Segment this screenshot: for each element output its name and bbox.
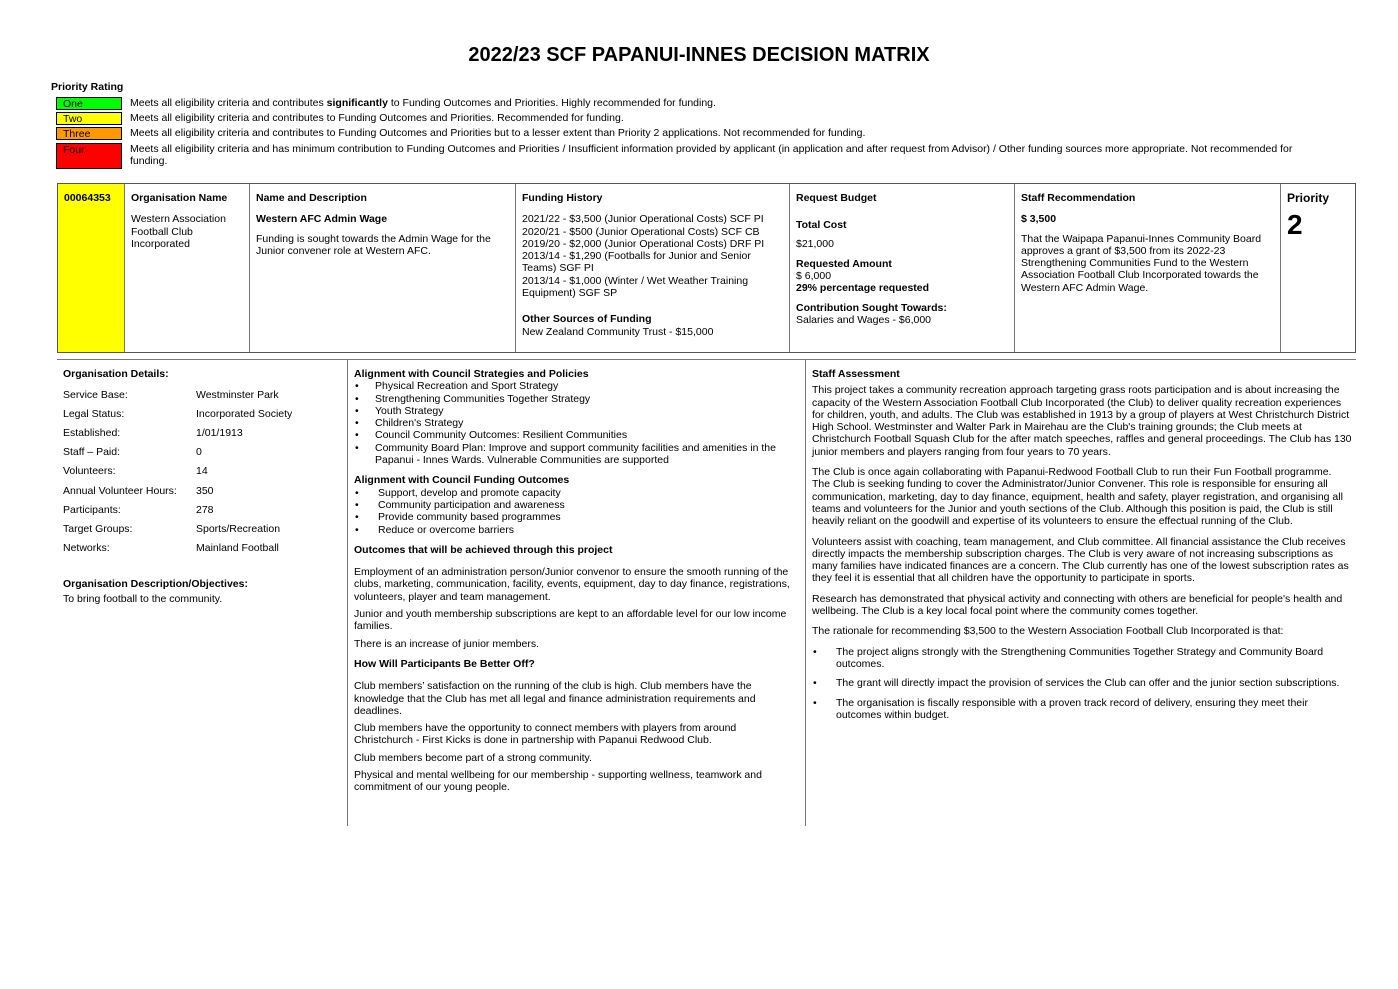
application-id: 00064353	[58, 184, 125, 352]
requested-amount: $ 6,000	[796, 270, 832, 283]
better-off-paragraph: Club members have the opportunity to connect members with players from around Christchurch - First Kicks is done in partnership with Papanui Redwood Club.	[354, 722, 737, 747]
better-off-paragraph: Club members become part of a strong community.	[354, 751, 592, 764]
funding-history-cell	[516, 184, 790, 352]
strategy-item: • Council Community Outcomes: Resilient Communities	[354, 429, 796, 441]
rationale-item: • The organisation is fiscally responsible with a proven track record of delivery, ensuring they meet their outcomes within budget.	[812, 697, 1352, 722]
priority-value: 2	[1287, 209, 1303, 241]
funding-outcomes-heading: Alignment with Council Funding Outcomes	[354, 474, 570, 487]
priority-rating-heading: Priority Rating	[51, 81, 124, 93]
funding-history-2: 2019/20 - $2,000 (Junior Operational Costs) DRF PI	[522, 237, 765, 250]
better-off-paragraph: Physical and mental wellbeing for our membership - supporting wellness, teamwork and commitment of our young people.	[354, 769, 762, 794]
application-table	[57, 183, 1356, 353]
priority-swatch-two: Two	[56, 112, 122, 125]
org-details-heading: Organisation Details:	[63, 368, 169, 380]
priority-level-one	[56, 97, 1326, 111]
priority-header: Priority	[1287, 191, 1330, 205]
priority-level-four	[56, 143, 1326, 169]
priority-desc-one: Meets all eligibility criteria and contributes significantly to Funding Outcomes and Priorities. Highly recommended for funding.	[130, 97, 716, 109]
priority-desc-two: Meets all eligibility criteria and contributes to Funding Outcomes and Priorities. Recommended for funding.	[130, 112, 624, 124]
org-detail-value: Mainland Football	[196, 541, 279, 554]
contribution-label: Contribution Sought Towards:	[796, 301, 947, 314]
alignment-column	[354, 368, 796, 794]
project-name: Western AFC Admin Wage	[256, 213, 388, 226]
strategies-list	[354, 380, 796, 466]
funding-history-1: 2020/21 - $500 (Junior Operational Costs) SCF CB	[522, 225, 760, 238]
staff-recommendation-cell	[1015, 184, 1281, 352]
description-cell	[250, 184, 516, 352]
total-cost-label: Total Cost	[796, 219, 847, 232]
rationale-item: • The grant will directly impact the provision of services the Club can offer and the junior section subscriptions.	[812, 677, 1352, 689]
org-name-header: Organisation Name	[131, 192, 228, 204]
org-detail-value: 1/01/1913	[196, 427, 243, 440]
strategy-item: • Children's Strategy	[354, 417, 796, 429]
priority-desc-four: Meets all eligibility criteria and has minimum contribution to Funding Outcomes and Priorities / Insufficient information provided by applicant (in application and after request from Advisor) / Other funding sources more appropriate. Not recommended for funding.	[130, 143, 1293, 168]
column-divider-left	[347, 360, 348, 826]
requested-amount-label: Requested Amount	[796, 257, 892, 270]
funding-outcome-item: • Provide community based programmes	[354, 511, 796, 523]
org-detail-label: Legal Status:	[63, 408, 125, 421]
org-detail-value: 278	[196, 503, 214, 516]
priority-level-two	[56, 112, 1326, 126]
priority-level-three	[56, 127, 1326, 141]
priority-swatch-one: One	[56, 97, 122, 110]
strategy-item: • Youth Strategy	[354, 405, 796, 417]
outcome-paragraph: There is an increase of junior members.	[354, 637, 539, 650]
staff-recommendation-text: That the Waipapa Papanui-Innes Community Board approves a grant of $3,500 from its 2022-23 Strengthening Communities Fund to the Western Association Football Club Incorporated towards the Western AFC Admin Wage.	[1021, 232, 1262, 294]
org-detail-label: Networks:	[63, 541, 110, 554]
org-detail-label: Service Base:	[63, 389, 128, 401]
staff-assessment-heading: Staff Assessment	[812, 368, 900, 380]
outcomes-heading: Outcomes that will be achieved through this project	[354, 543, 613, 556]
priority-cell	[1281, 184, 1355, 352]
org-detail-value: Westminster Park	[196, 389, 279, 401]
column-divider-right	[805, 360, 806, 826]
org-description-heading: Organisation Description/Objectives:	[63, 578, 248, 590]
funding-outcome-item: • Reduce or overcome barriers	[354, 524, 796, 536]
funding-outcomes-list	[354, 487, 796, 536]
requested-percentage: 29% percentage requested	[796, 282, 930, 295]
org-detail-value: Sports/Recreation	[196, 522, 281, 535]
better-off-heading: How Will Participants Be Better Off?	[354, 657, 535, 670]
assessment-paragraph: The Club is once again collaborating with Papanui-Redwood Football Club to run their Fun Football programme. The Club is seeking funding to cover the Administrator/Junior Convener. This role is responsible for ensuring all communication, marketing, day to day finance, equipment, health and safety, player registration, and organising all teams and volunteers for the Junior and youth sections of the Club. Although this position is paid, the Club is still heavily reliant on the goodwill and expertise of its volunteers to ensure the effectual running of the Club.	[812, 466, 1343, 528]
staff-recommendation-header: Staff Recommendation	[1021, 192, 1136, 204]
rationale-list	[812, 646, 1352, 721]
other-sources: New Zealand Community Trust - $15,000	[522, 325, 714, 338]
org-detail-value: 350	[196, 484, 214, 497]
funding-outcome-item: • Support, develop and promote capacity	[354, 487, 796, 499]
staff-assessment-column	[812, 368, 1352, 728]
org-detail-value: 14	[196, 465, 208, 478]
strategy-item: • Strengthening Communities Together Strategy	[354, 393, 796, 405]
org-detail-label: Established:	[63, 427, 121, 440]
funding-history-3: 2013/14 - $1,290 (Footballs for Junior and Senior Teams) SGF PI	[522, 250, 751, 275]
org-name: Western Association Football Club Incorporated	[131, 213, 226, 250]
funding-history-header: Funding History	[522, 192, 603, 204]
priority-desc-three: Meets all eligibility criteria and contributes to Funding Outcomes and Priorities but to a lesser extent than Priority 2 applications. Not recommended for funding.	[130, 127, 866, 139]
outcome-paragraph: Junior and youth membership subscriptions are kept to an affordable level for our low income families.	[354, 608, 787, 633]
org-detail-label: Annual Volunteer Hours:	[63, 484, 177, 497]
funding-outcome-item: • Community participation and awareness	[354, 499, 796, 511]
priority-swatch-three: Three	[56, 127, 122, 140]
staff-recommendation-amount: $ 3,500	[1021, 213, 1057, 226]
strategies-heading: Alignment with Council Strategies and Policies	[354, 368, 589, 380]
org-detail-value: 0	[196, 446, 202, 459]
strategy-item: • Community Board Plan: Improve and support community facilities and amenities in the Papanui - Innes Wards. Vulnerable Communities are supported	[354, 442, 796, 467]
assessment-paragraph: Research has demonstrated that physical activity and connecting with others are beneficial for people's health and wellbeing. The Club is a key local focal point where the community comes together.	[812, 592, 1343, 618]
description-header: Name and Description	[256, 192, 367, 204]
strategy-item: • Physical Recreation and Sport Strategy	[354, 380, 796, 392]
page-title: 2022/23 SCF PAPANUI-INNES DECISION MATRIX	[468, 44, 930, 66]
org-detail-label: Target Groups:	[63, 522, 133, 535]
total-cost: $21,000	[796, 237, 834, 250]
priority-swatch-four: Four	[56, 143, 122, 169]
request-budget-cell	[790, 184, 1015, 352]
org-detail-label: Volunteers:	[63, 465, 116, 478]
contribution: Salaries and Wages - $6,000	[796, 314, 932, 327]
other-sources-header: Other Sources of Funding	[522, 313, 652, 326]
funding-history-0: 2021/22 - $3,500 (Junior Operational Costs) SCF PI	[522, 213, 764, 226]
rationale-item: • The project aligns strongly with the Strengthening Communities Together Strategy and Community Board outcomes.	[812, 646, 1352, 671]
project-description: Funding is sought towards the Admin Wage for the Junior convener role at Western AFC.	[256, 232, 491, 257]
org-detail-label: Participants:	[63, 503, 121, 516]
assessment-paragraph: The rationale for recommending $3,500 to the Western Association Football Club Incorporated is that:	[812, 625, 1284, 638]
better-off-paragraph: Club members’ satisfaction on the running of the club is high. Club members have the knowledge that the Club has met all legal and finance administration requirements and deadlines.	[354, 680, 756, 717]
request-budget-header: Request Budget	[796, 192, 877, 204]
assessment-paragraph: Volunteers assist with coaching, team management, and Club committee. All financial assistance the Club receives directly impacts the membership subscription charges. The Club is very aware of not increasing subscriptions as many families have indicated finances are a concern. The Club currently has one of the lowest subscription rates as they feel it is essential that all children have the opportunity to participate in sports.	[812, 535, 1349, 585]
assessment-paragraph: This project takes a community recreation approach targeting grass roots participation and is about increasing the capacity of the Western Association Football Club Incorporated (the Club) to deliver quality recreation experiences for children, youth, and adults. The Club was established in 1913 by a group of players at West Christchurch District High School. Westminster and Walter Park in Mairehau are the Club's training grounds; the Club meets at Christchurch Football Squash Club for the after match speeches, raffles and general proceedings. The Club has 130 junior members and players ranging from four years to 70 years.	[812, 384, 1352, 458]
org-description: To bring football to the community.	[63, 593, 223, 605]
org-detail-value: Incorporated Society	[196, 408, 293, 421]
section-divider	[57, 359, 1356, 360]
outcome-paragraph: Employment of an administration person/Junior convenor to ensure the smooth running of the clubs, marketing, communication, facility, events, equipment, day to day finance, registrations, volunteers, player and team management.	[354, 566, 790, 603]
org-detail-label: Staff – Paid:	[63, 446, 121, 459]
org-name-cell	[125, 184, 250, 352]
funding-history-4: 2013/14 - $1,000 (Winter / Wet Weather Training Equipment) SGF SP	[522, 274, 749, 300]
